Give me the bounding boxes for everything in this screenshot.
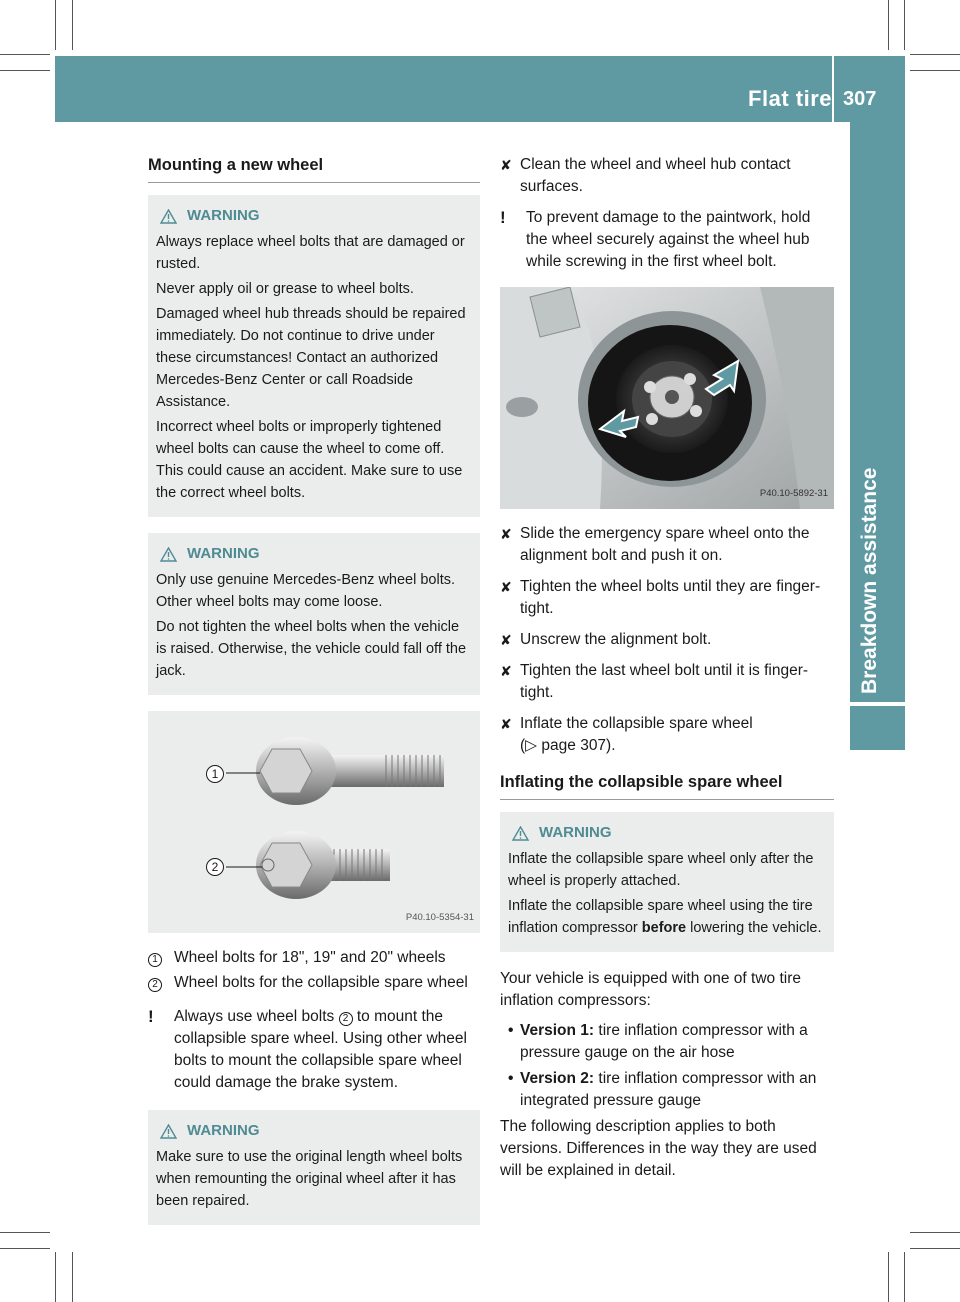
instruction-step [500, 523, 834, 567]
instruction-step [500, 629, 834, 651]
warning-text: Only use genuine Mercedes-Benz wheel bolts. Other wheel bolts may come loose. [156, 572, 456, 610]
list-item-body: tire inflation compressor with an integrated pressure gauge [520, 1070, 817, 1109]
warning-text: Always replace wheel bolts that are damaged or rusted. [156, 234, 465, 272]
list-item [508, 1020, 834, 1064]
note-text: To prevent damage to the paintwork, hold the wheel securely against the wheel hub while screwing in the first wheel bolt. [526, 209, 811, 270]
callout-2: 2 [206, 858, 224, 876]
warning-label: WARNING [187, 207, 260, 224]
crop-mark [55, 0, 56, 50]
step-text-part: Inflate the collapsible spare wheel [520, 715, 753, 732]
crop-mark [888, 0, 889, 50]
crop-mark [0, 1248, 50, 1249]
crop-mark [0, 54, 50, 55]
step-arrow-icon: ✘ [500, 632, 512, 648]
instruction-step [500, 713, 834, 757]
legend-item [148, 947, 480, 969]
crop-mark [55, 1252, 56, 1302]
figure-code: P40.10-5354-31 [405, 912, 474, 923]
crop-mark [72, 0, 73, 50]
note [500, 207, 834, 273]
instruction-step [500, 660, 834, 704]
warning-triangle-icon [512, 826, 529, 841]
note-mark: ! [500, 208, 506, 227]
warning-box [148, 195, 480, 517]
step-arrow-icon: ✘ [500, 716, 512, 732]
legend-item [148, 972, 480, 994]
crop-mark [0, 1232, 50, 1233]
warning-text [508, 895, 826, 939]
figure-code: P40.10-5892-31 [759, 488, 828, 499]
legend-number: 2 [148, 978, 162, 992]
warning-heading [156, 1120, 472, 1142]
note [148, 1006, 480, 1094]
warning-box [148, 1110, 480, 1225]
header-separator [832, 56, 834, 122]
list-item [508, 1068, 834, 1112]
warning-label: WARNING [187, 1122, 260, 1139]
warning-box [148, 533, 480, 695]
warning-heading [156, 543, 472, 565]
crop-mark [888, 1252, 889, 1302]
step-arrow-icon: ✘ [500, 579, 512, 595]
list-item-text [520, 1068, 834, 1112]
warning-triangle-icon [160, 209, 177, 224]
step-text: Slide the emergency spare wheel onto the alignment bolt and push it on. [520, 525, 810, 564]
chapter-title: Flat tire [748, 86, 832, 111]
warning-heading [156, 205, 472, 227]
legend-text: Wheel bolts for the collapsible spare wheel [174, 974, 468, 991]
warning-text-part: Inflate the collapsible spare wheel using the tire inflation compressor [508, 898, 813, 936]
warning-heading [508, 822, 826, 844]
step-arrow-icon: ✘ [500, 663, 512, 679]
spare-wheel-photo [500, 287, 834, 509]
warning-text: Do not tighten the wheel bolts when the vehicle is raised. Otherwise, the vehicle could fall off the jack. [156, 619, 467, 679]
crop-mark [0, 70, 50, 71]
legend-text: Wheel bolts for 18", 19" and 20" wheels [174, 949, 446, 966]
wheel-bolts-figure [148, 711, 480, 933]
warning-triangle-icon [160, 1124, 177, 1139]
warning-text: Incorrect wheel bolts or improperly tightened wheel bolts can cause the wheel to come off. This could cause an accident. Make sure to use the correct wheel bolts. [156, 419, 463, 501]
list-item-label: Version 2: [520, 1070, 595, 1087]
crop-mark [904, 0, 905, 50]
right-column [500, 154, 834, 1190]
instruction-step [500, 154, 834, 198]
side-tab-marker [850, 706, 905, 750]
wheel-bolts-illustration [148, 711, 480, 933]
warning-box [500, 812, 834, 952]
callout-1: 1 [206, 765, 224, 783]
side-tab-label: Breakdown assistance [858, 467, 881, 694]
crop-mark [910, 1232, 960, 1233]
section-title: Mounting a new wheel [148, 154, 480, 183]
warning-text: Inflate the collapsible spare wheel only after the wheel is properly attached. [508, 851, 814, 889]
step-arrow-icon: ✘ [500, 526, 512, 542]
note-text-part: Always use wheel bolts [174, 1008, 335, 1025]
left-column [148, 154, 480, 1241]
warning-text: Make sure to use the original length wheel bolts when remounting the original wheel after it has been repaired. [156, 1149, 463, 1209]
page-ref-link[interactable]: page 307). [541, 737, 616, 754]
section-title: Inflating the collapsible spare wheel [500, 771, 834, 800]
bullet-icon: • [508, 1022, 514, 1039]
page-number: 307 [843, 88, 877, 110]
intro-paragraph: Your vehicle is equipped with one of two tire inflation compressors: [500, 970, 802, 1009]
warning-emphasis: before [641, 920, 687, 936]
warning-label: WARNING [187, 545, 260, 562]
page-ref-icon: ▷ [525, 737, 538, 754]
note-mark: ! [148, 1007, 154, 1026]
step-text: Clean the wheel and wheel hub contact surfaces. [520, 156, 791, 195]
list-item-body: tire inflation compressor with a pressure gauge on the air hose [520, 1022, 808, 1061]
warning-text: Never apply oil or grease to wheel bolts. [156, 281, 414, 297]
warning-text-part: lowering the vehicle. [690, 920, 822, 936]
step-text: Tighten the last wheel bolt until it is finger-tight. [520, 662, 809, 701]
crop-mark [910, 1248, 960, 1249]
step-text: Unscrew the alignment bolt. [520, 631, 712, 648]
warning-triangle-icon [160, 547, 177, 562]
warning-text: Damaged wheel hub threads should be repaired immediately. Do not continue to drive under these circumstances! Contact an authorized Mercedes-Benz Center or call Roadside Assistance. [156, 306, 466, 410]
step-text: Inflate the collapsible spare wheel (▷ page 307). [520, 715, 753, 754]
closing-paragraph: The following description applies to both versions. Differences in the way they are used will be explained in detail. [500, 1118, 817, 1179]
note-ref-number: 2 [339, 1012, 353, 1026]
list-item-text [520, 1020, 834, 1064]
bullet-icon: • [508, 1070, 514, 1087]
crop-mark [904, 1252, 905, 1302]
legend-number: 1 [148, 953, 162, 967]
list-item-label: Version 1: [520, 1022, 595, 1039]
crop-mark [910, 70, 960, 71]
instruction-step [500, 576, 834, 620]
spare-wheel-figure [500, 287, 834, 509]
note-text [174, 1006, 480, 1094]
step-arrow-icon: ✘ [500, 157, 512, 173]
note-text-part: to mount the collapsible spare wheel. Using other wheel bolts to mount the collapsible spare wheel could damage the brake system. [174, 1008, 467, 1091]
crop-mark [910, 54, 960, 55]
crop-mark [72, 1252, 73, 1302]
warning-label: WARNING [539, 824, 612, 841]
step-text: Tighten the wheel bolts until they are finger-tight. [520, 578, 821, 617]
